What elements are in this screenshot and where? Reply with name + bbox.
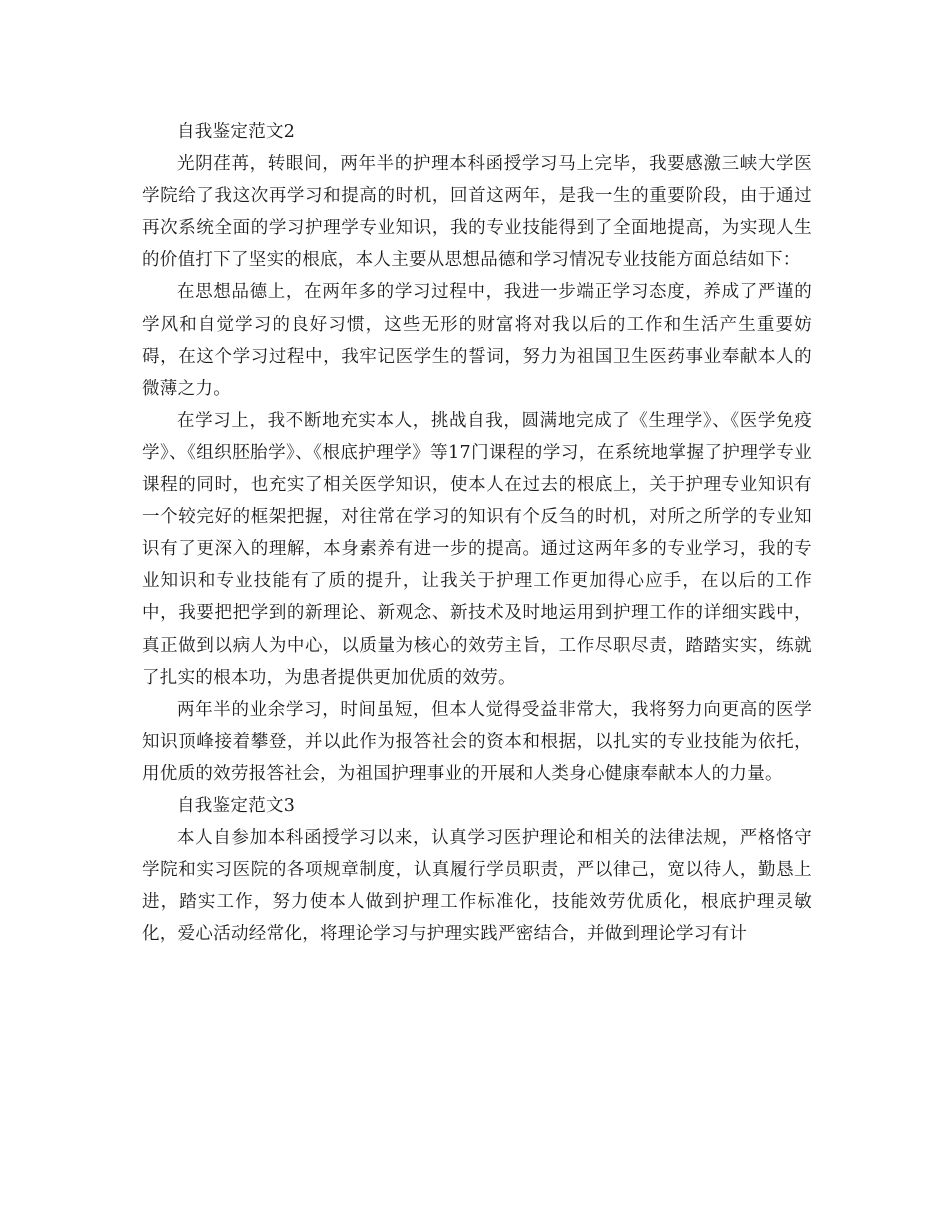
paragraph: 在学习上，我不断地充实本人，挑战自我，圆满地完成了《生理学》、《医学免疫学》、《组织胚胎学》、《根底护理学》等17门课程的学习，在系统地掌握了护理学专业课程的同时，也充实了相关医学知识，使本人在过去的根底上，关于护理专业知识有一个较完好的框架把握，对往常在学习的知识有个反刍的时机，对所之所学的专业知识有了更深入的理解，本身素养有进一步的提高。通过这两年多的专业学习，我的专业知识和专业技能有了质的提升，让我关于护理工作更加得心应手，在以后的工作中，我要把把学到的新理论、新观念、新技术及时地运用到护理工作的详细实践中，真正做到以病人为中心，以质量为核心的效劳主旨，工作尽职尽责，踏踏实实，练就了扎实的根本功，为患者提供更加优质的效劳。 xyxy=(142,410,812,688)
section-heading-3: 自我鉴定范文3 xyxy=(177,795,296,816)
paragraph: 在思想品德上，在两年多的学习过程中，我进一步端正学习态度，养成了严谨的学风和自觉学习的良好习惯，这些无形的财富将对我以后的工作和生活产生重要妨碍，在这个学习过程中，我牢记医学生的誓词，努力为祖国卫生医药事业奉献本人的微薄之力。 xyxy=(142,282,812,399)
section-heading-2: 自我鉴定范文2 xyxy=(177,122,296,142)
paragraph: 本人自参加本科函授学习以来，认真学习医护理论和相关的法律法规，严格恪守学院和实习医院的各项规章制度，认真履行学员职责，严以律己，宽以待人，勤恳上进，踏实工作，努力使本人做到护理工作标准化，技能效劳优质化，根底护理灵敏化，爱心活动经常化，将理论学习与护理实践严密结合，并做到理论学习有计 xyxy=(142,828,812,945)
paragraph: 两年半的业余学习，时间虽短，但本人觉得受益非常大，我将努力向更高的医学知识顶峰接着攀登，并以此作为报答社会的资本和根据，以扎实的专业技能为依托，用优质的效劳报答社会，为祖国护理事业的开展和人类身心健康奉献本人的力量。 xyxy=(142,699,812,784)
document-body xyxy=(142,116,812,950)
paragraph: 光阴荏苒，转眼间，两年半的护理本科函授学习马上完毕，我要感激三峡大学医学院给了我这次再学习和提高的时机，回首这两年，是我一生的重要阶段，由于通过再次系统全面的学习护理学专业知识，我的专业技能得到了全面地提高，为实现人生的价值打下了坚实的根底，本人主要从思想品德和学习情况专业技能方面总结如下： xyxy=(142,154,812,271)
